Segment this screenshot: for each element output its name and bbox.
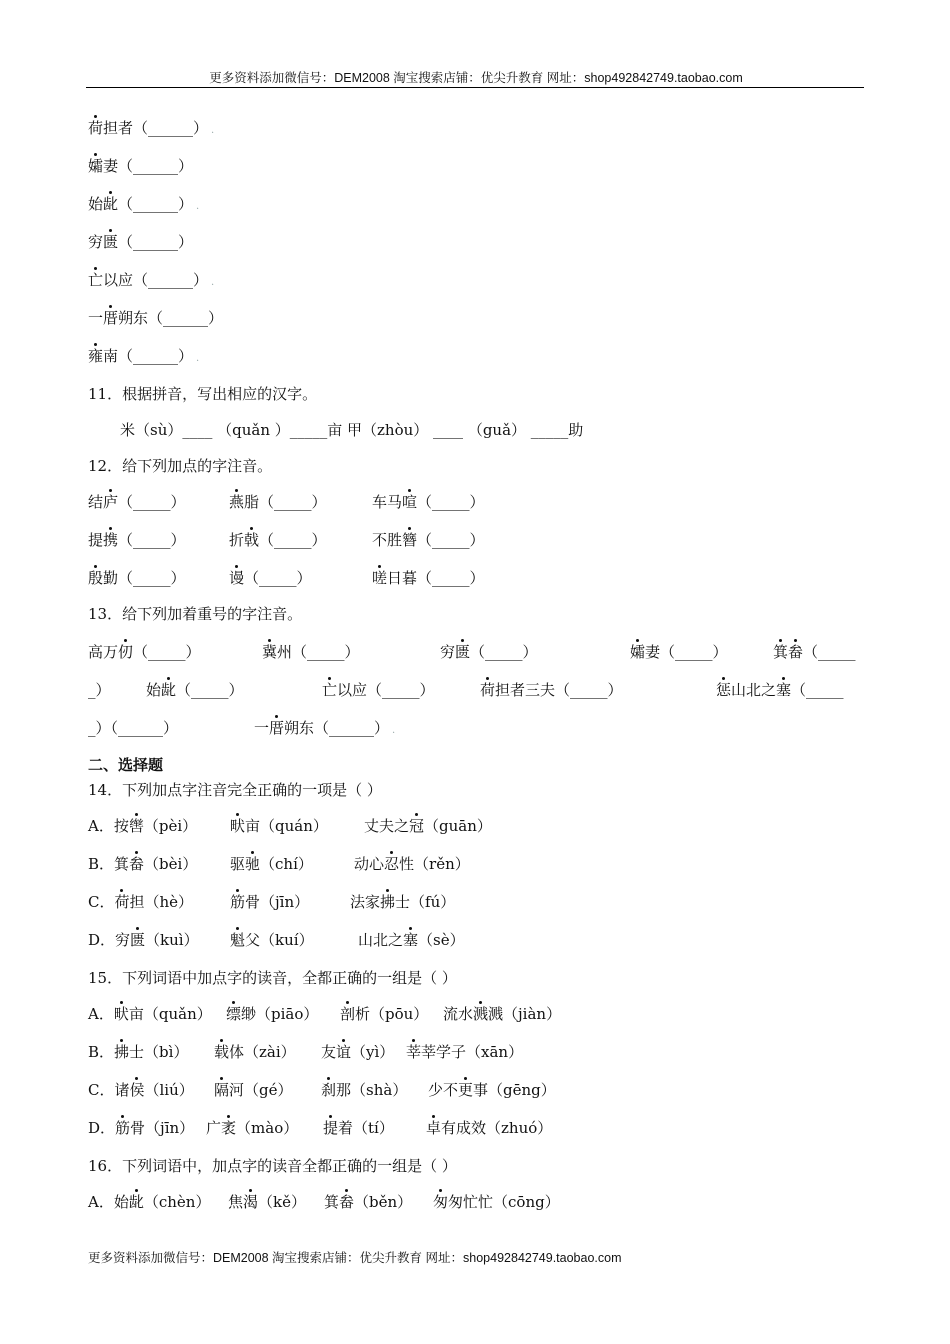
q15-option: 提着（tí） [323, 1119, 394, 1137]
q14-option: 筋骨（jīn） [230, 893, 310, 911]
q10-item: 始龀（______） . [88, 195, 200, 213]
q10-item: 孀妻（______） [88, 157, 194, 175]
q10-item: 一厝朔东（______） [88, 309, 224, 327]
q15-option: B．拂士（bì） [88, 1043, 189, 1061]
q15-option: 隔河（gé） [214, 1081, 293, 1099]
q15-option: C．诸侯（liú） [88, 1081, 194, 1099]
q15-option: 卓有成效（zhuó） [426, 1119, 553, 1137]
q12-item: 不胜簪（_____） [372, 531, 485, 549]
q14-option: 畎亩（quán） [230, 817, 328, 835]
q12-item: 提携（_____） [88, 531, 186, 549]
q15-option: 流水溅溅（jiàn） [443, 1005, 562, 1023]
q13-item: 荷担者三夫（_____） [480, 681, 623, 699]
q15-option: 友谊（yì） [321, 1043, 395, 1061]
q12-item: 车马喧（_____） [372, 493, 485, 511]
q13-item: _）（______） [88, 719, 179, 737]
header-rule [86, 87, 864, 88]
section-title: 二、选择题 [88, 757, 164, 774]
q15-option: 广袤（mào） [206, 1119, 299, 1137]
q14-option: 魁父（kuí） [230, 931, 314, 949]
q12-item: 折戟（_____） [229, 531, 327, 549]
q10-item: 亡以应（______） . [88, 271, 215, 289]
q13-item: 始龀（_____） [146, 681, 244, 699]
q12-item: 嗟日暮（_____） [372, 569, 485, 587]
q13-item: _） [88, 681, 111, 699]
q11-title: 11．根据拼音，写出相应的汉字。 [88, 385, 318, 403]
q14-option: 山北之塞（sè） [358, 931, 465, 949]
q15-title: 15．下列词语中加点字的读音，全都正确的一组是（ ） [88, 969, 457, 987]
q13-item: 一厝朔东（______） . [254, 719, 396, 737]
q15-option: A．畎亩（quǎn） [88, 1005, 212, 1023]
page-footer: 更多资料添加微信号：DEM2008 淘宝搜索店铺：优尖升教育 网址：shop492842749.taobao.com [88, 1251, 622, 1265]
q10-item: 穷匮（______） [88, 233, 194, 251]
q16-option: 匆匆忙忙（cōng） [433, 1193, 560, 1211]
q16-option: A．始龀（chèn） [88, 1193, 211, 1211]
q13-item: 孀妻（_____） [630, 643, 728, 661]
q13-item: 高万仞（_____） [88, 643, 201, 661]
q13-item: 惩山北之塞（_____ [716, 681, 844, 699]
q13-item: 穷匮（_____） [440, 643, 538, 661]
q14-option: C．荷担（hè） [88, 893, 194, 911]
page-header: 更多资料添加微信号：DEM2008 淘宝搜索店铺：优尖升教育 网址：shop492842749.taobao.com [209, 71, 743, 85]
q10-item: 雍南（______） . [88, 347, 200, 365]
q15-option: 莘莘学子（xān） [406, 1043, 524, 1061]
q14-title: 14．下列加点字注音完全正确的一项是（ ） [88, 781, 382, 799]
q16-title: 16．下列词语中，加点字的读音全都正确的一组是（ ） [88, 1157, 457, 1175]
q15-option: 少不更事（gēng） [428, 1081, 556, 1099]
q12-item: 燕脂（_____） [229, 493, 327, 511]
q13-item: 冀州（_____） [262, 643, 360, 661]
q15-option: D．筋骨（jīn） [88, 1119, 195, 1137]
q12-item: 谩（_____） [229, 569, 312, 587]
q16-option: 焦渴（kě） [228, 1193, 306, 1211]
q12-title: 12．给下列加点的字注音。 [88, 457, 273, 475]
q14-option: 法家拂士（fú） [350, 893, 456, 911]
q14-option: B．箕畚（bèi） [88, 855, 198, 873]
q13-item: 亡以应（_____） [322, 681, 435, 699]
q14-option: D．穷匮（kuì） [88, 931, 199, 949]
q12-item: 结庐（_____） [88, 493, 186, 511]
q15-option: 缥缈（piāo） [226, 1005, 319, 1023]
q14-option: 动心忍性（rěn） [354, 855, 470, 873]
q15-option: 刹那（shà） [321, 1081, 408, 1099]
q11-line: 米（sù）____ （quǎn ）_____亩 甲（zhòu） ____ （guǎ） _____助 [120, 421, 584, 439]
q13-title: 13．给下列加着重号的字注音。 [88, 605, 303, 623]
q14-option: 驱驰（chí） [230, 855, 313, 873]
q14-option: A．按辔（pèi） [88, 817, 198, 835]
q12-item: 殷勤（_____） [88, 569, 186, 587]
q15-option: 剖析（pōu） [340, 1005, 429, 1023]
q16-option: 箕畚（běn） [324, 1193, 413, 1211]
q13-item: 箕畚（_____ [773, 643, 856, 661]
q10-item: 荷担者（______） . [88, 119, 215, 137]
q14-option: 丈夫之冠（guān） [364, 817, 492, 835]
q15-option: 载体（zài） [214, 1043, 296, 1061]
